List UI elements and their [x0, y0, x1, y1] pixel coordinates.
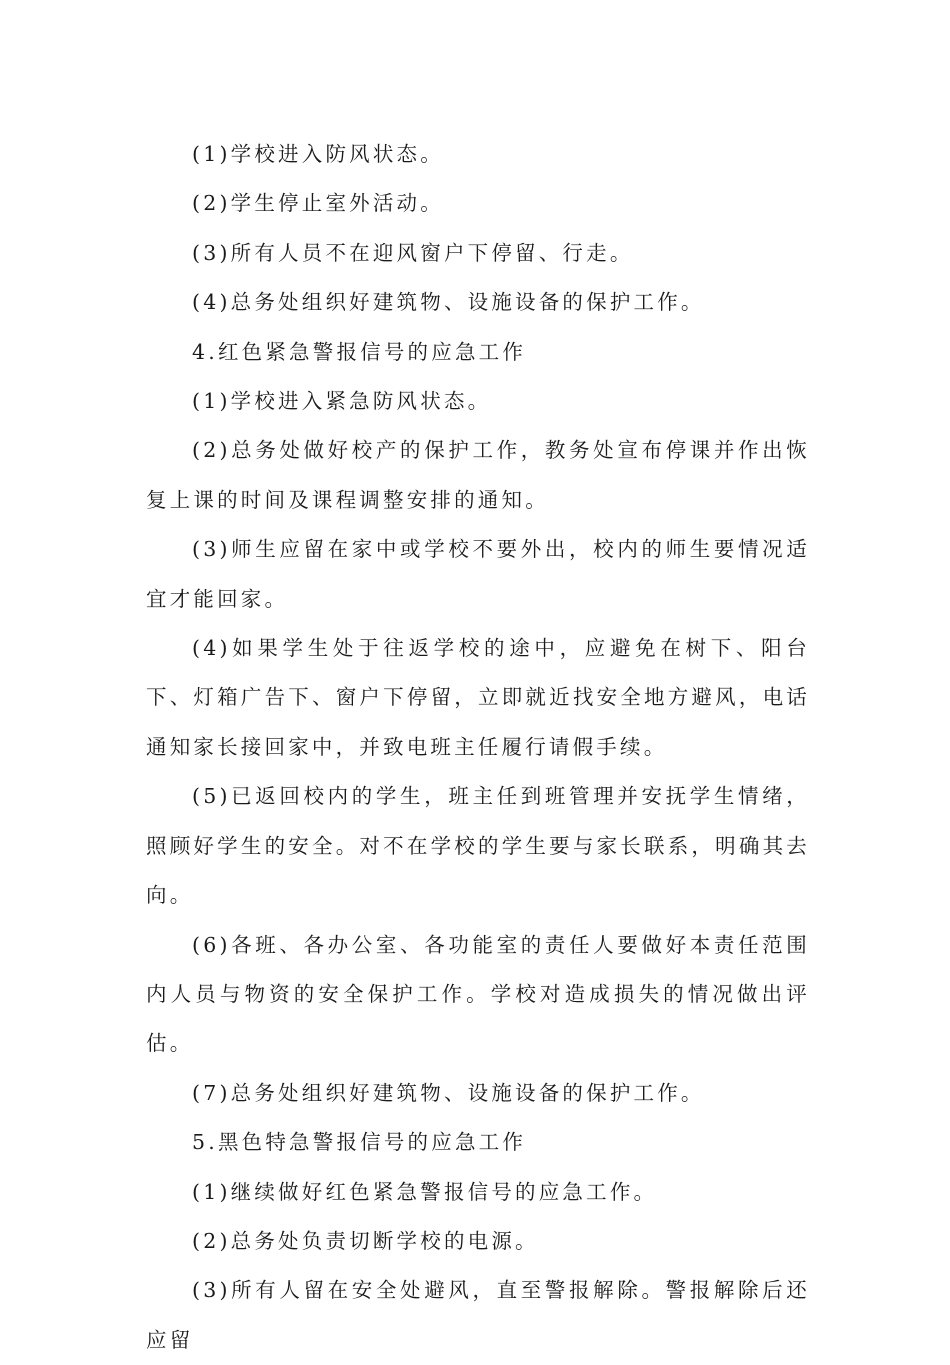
paragraph-8: (3)师生应留在家中或学校不要外出，校内的师生要情况适宜才能回家。: [146, 537, 810, 611]
paragraph-10: (5)已返回校内的学生，班主任到班管理并安抚学生情绪，照顾好学生的安全。对不在学校的学生要与家长联系，明确其去向。: [146, 784, 810, 908]
paragraph-3: (3)所有人员不在迎风窗户下停留、行走。: [192, 240, 634, 265]
paragraph-11: (6)各班、各办公室、各功能室的责任人要做好本责任范围内人员与物资的安全保护工作。学校对造成损失的情况做出评估。: [146, 932, 810, 1056]
paragraph-1: (1)学校进入防风状态。: [192, 142, 444, 166]
paragraph-15: (2)总务处负责切断学校的电源。: [192, 1228, 539, 1253]
paragraph-6: (1)学校进入紧急防风状态。: [192, 389, 492, 414]
paragraph-4: (4)总务处组织好建筑物、设施设备的保护工作。: [192, 290, 705, 315]
paragraph-14: (1)继续做好红色紧急警报信号的应急工作。: [192, 1179, 658, 1204]
section-heading-black-alert: 5.黑色特急警报信号的应急工作: [192, 1130, 527, 1155]
paragraph-7: (2)总务处做好校产的保护工作，教务处宣布停课并作出恢复上课的时间及课程调整安排的通知。: [146, 438, 810, 512]
section-heading-red-alert: 4.红色紧急警报信号的应急工作: [192, 339, 527, 364]
paragraph-2: (2)学生停止室外活动。: [192, 191, 444, 216]
paragraph-16: (3)所有人留在安全处避风，直至警报解除。警报解除后还应留: [146, 1278, 810, 1352]
paragraph-12: (7)总务处组织好建筑物、设施设备的保护工作。: [192, 1080, 705, 1105]
document-body: [146, 130, 810, 1365]
paragraph-9: (4)如果学生处于往返学校的途中，应避免在树下、阳台下、灯箱广告下、窗户下停留，立即就近找安全地方避风，电话通知家长接回家中，并致电班主任履行请假手续。: [146, 636, 810, 759]
